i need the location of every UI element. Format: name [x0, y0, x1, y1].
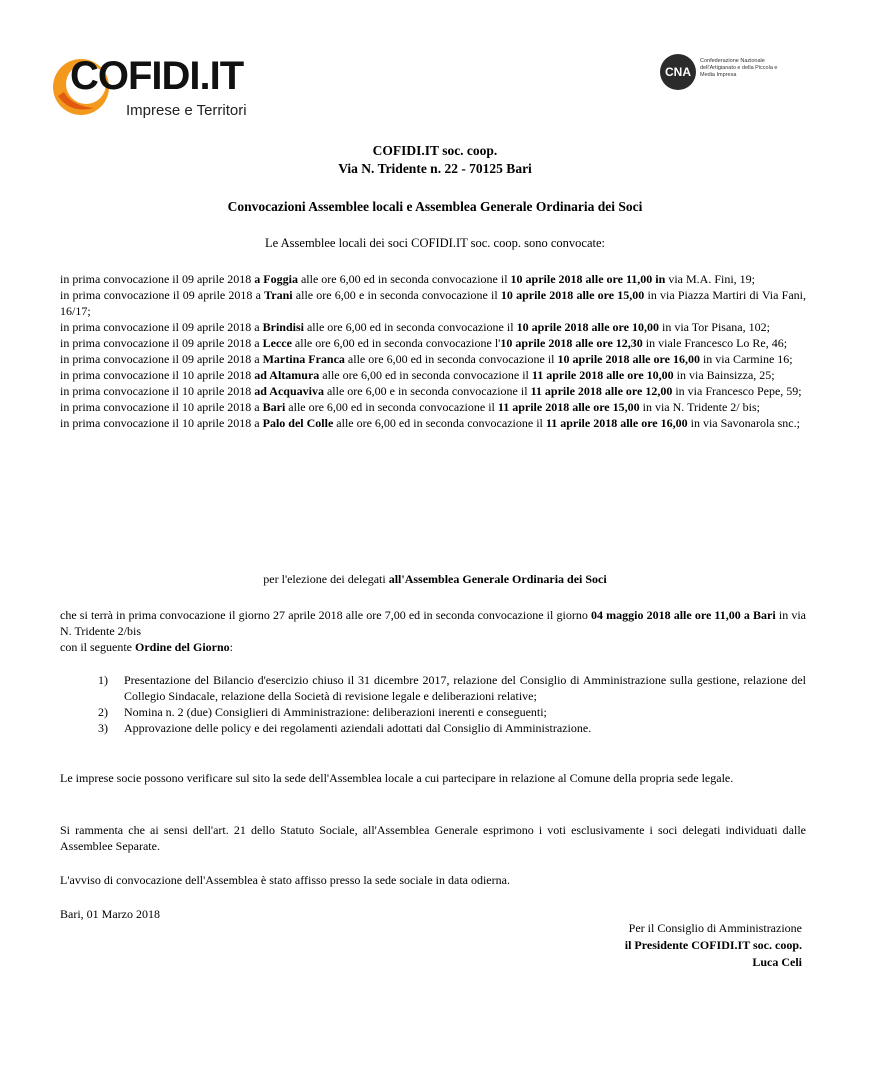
company-name: COFIDI.IT soc. coop. [372, 143, 498, 158]
document-title: Convocazioni Assemblee locali e Assemblea Generale Ordinaria dei Soci [227, 199, 643, 214]
meeting-item: in prima convocazione il 09 aprile 2018 a Brindisi alle ore 6,00 ed in seconda convocazione il 10 aprile 2018 alle ore 10,00 in via Tor Pisana, 102; [60, 320, 770, 334]
general-assembly [60, 607, 806, 655]
agenda-item: 3) Approvazione delle policy e dei regolamenti aziendali adottati dal Consiglio di Amministrazione. [98, 721, 592, 735]
note-sites: Le imprese socie possono verificare sul sito la sede dell'Assemblea locale a cui partecipare in relazione al Comune della propria sede legale. [60, 771, 734, 785]
meeting-item: in prima convocazione il 09 aprile 2018 a Foggia alle ore 6,00 ed in seconda convocazione il 10 aprile 2018 alle ore 11,00 in via M.A. Fini, 19; [60, 272, 755, 286]
meetings-list [60, 271, 806, 431]
intro-line: Le Assemblee locali dei soci COFIDI.IT soc. coop. sono convocate: [265, 236, 605, 250]
cna-badge-icon: CNA [660, 54, 696, 90]
meeting-item: in prima convocazione il 10 aprile 2018 a Palo del Colle alle ore 6,00 ed in seconda convocazione il 11 aprile 2018 alle ore 16,00 in via Savonarola snc.; [60, 416, 800, 430]
meeting-item: in prima convocazione il 09 aprile 2018 a Martina Franca alle ore 6,00 ed in seconda convocazione il 10 aprile 2018 alle ore 16,00 in via Carmine 16; [60, 352, 793, 366]
signature-line2: il Presidente COFIDI.IT soc. coop. [624, 938, 802, 952]
election-line: per l'elezione dei delegati all'Assemblea Generale Ordinaria dei Soci [263, 572, 607, 586]
agenda-intro: con il seguente Ordine del Giorno: [60, 640, 233, 654]
logo-text: COFIDI.IT [70, 54, 244, 98]
meeting-item: in prima convocazione il 09 aprile 2018 a Lecce alle ore 6,00 ed in seconda convocazione l'10 aprile 2018 alle ore 12,30 in viale Francesco Lo Re, 46; [60, 336, 788, 350]
cna-logo [660, 52, 790, 96]
signature-name: Luca Celi [752, 955, 802, 969]
meeting-item: in prima convocazione il 10 aprile 2018 ad Acquaviva alle ore 6,00 e in seconda convocazione il 11 aprile 2018 alle ore 12,00 in via Francesco Pepe, 59; [60, 384, 802, 398]
meeting-item: in prima convocazione il 09 aprile 2018 a Trani alle ore 6,00 e in seconda convocazione il 10 aprile 2018 alle ore 15,00 in via Piazza Martiri di Via Fani, 16/17; [60, 288, 806, 318]
meeting-item: in prima convocazione il 10 aprile 2018 ad Altamura alle ore 6,00 ed in seconda convocazione il 11 aprile 2018 alle ore 10,00 in via Bainsizza, 25; [60, 368, 775, 382]
signature-line1: Per il Consiglio di Amministrazione [628, 921, 802, 935]
meeting-item: in prima convocazione il 10 aprile 2018 a Bari alle ore 6,00 ed in seconda convocazione il 11 aprile 2018 alle ore 15,00 in via N. Tridente 2/ bis; [60, 400, 760, 414]
cofidi-logo [50, 50, 280, 130]
place-date: Bari, 01 Marzo 2018 [60, 907, 160, 921]
note-statute: Si rammenta che ai sensi dell'art. 21 dello Statuto Sociale, all'Assemblea Generale esprimono i voti esclusivamente i soci delegati individuati dalle Assemblee Separate. [60, 823, 806, 853]
company-address: Via N. Tridente n. 22 - 70125 Bari [338, 161, 532, 176]
note-posting: L'avviso di convocazione dell'Assemblea è stato affisso presso la sede sociale in data odierna. [60, 873, 510, 887]
general-assembly-text: che si terrà in prima convocazione il giorno 27 aprile 2018 alle ore 7,00 ed in seconda convocazione il giorno 04 maggio 2018 alle ore 11,00 a Bari in via N. Tridente 2/bis [60, 608, 806, 638]
logo-tagline: Imprese e Territori [126, 102, 247, 119]
agenda [60, 672, 806, 736]
agenda-item: 2) Nomina n. 2 (due) Consiglieri di Amministrazione: deliberazioni inerenti e conseguenti; [98, 705, 547, 719]
agenda-item: 1) Presentazione del Bilancio d'esercizio chiuso il 31 dicembre 2017, relazione del Consiglio di Amministrazione sulla gestione, relazione del Collegio Sindacale, relazione della Società di revisione legale e deliberazioni relative; [98, 673, 806, 703]
cna-caption: Confederazione Nazionale dell'Artigianato e della Piccola e Media Impresa [700, 58, 778, 78]
